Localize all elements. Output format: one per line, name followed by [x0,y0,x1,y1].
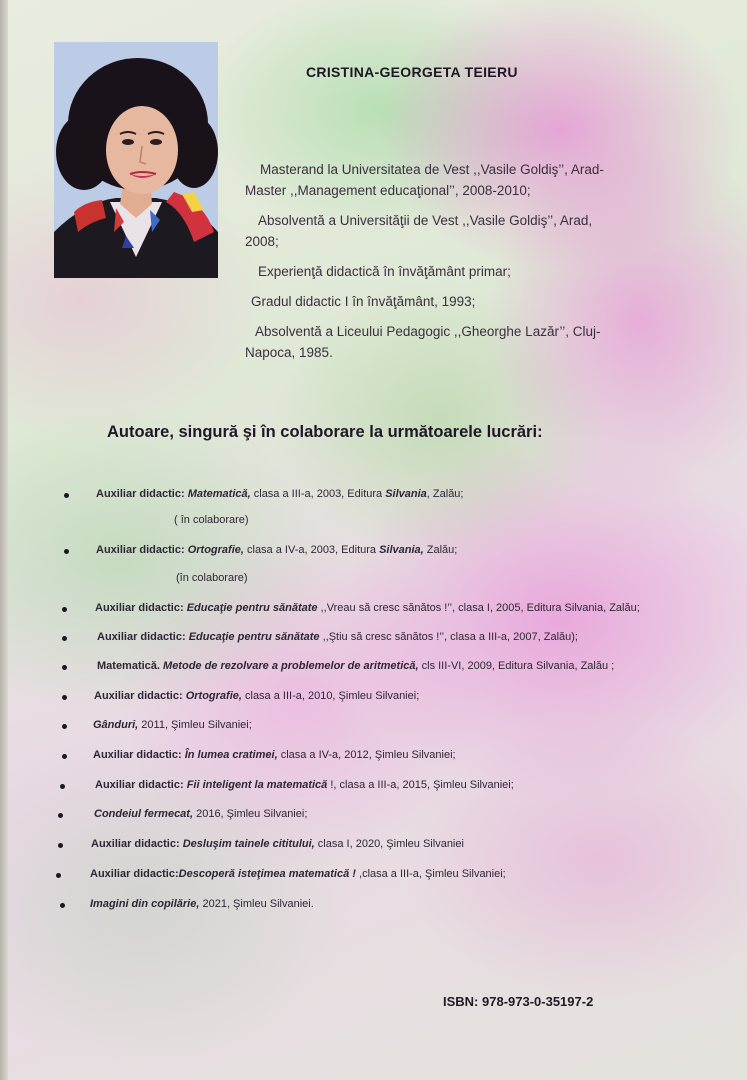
list-bullet [60,903,65,908]
list-item [90,898,314,910]
work-type: Auxiliar didactic: [90,868,179,880]
bio-line: Gradul didactic I în învăţământ, 1993; [251,294,476,309]
bio-line: Masterand la Universitatea de Vest ,,Vasile Goldiş’’, Arad- [260,162,604,177]
work-title: În lumea cratimei, [184,749,278,761]
collaboration-note: (în colaborare) [176,572,248,584]
bio-entry-degree [251,291,681,312]
list-item [94,690,419,702]
list-bullet [60,784,65,789]
work-type: Auxiliar didactic: [95,602,187,614]
list-bullet [62,665,67,670]
list-bullet [62,607,67,612]
work-title: Metode de rezolvare a problemelor de aritmetică, [163,660,419,672]
list-item [91,838,464,850]
work-place: Editura Silvania, Zalău; [523,602,640,614]
bio-entry-graduate [258,210,688,231]
list-bullet [64,549,69,554]
list-bullet [58,843,63,848]
bio-line: Absolventă a Liceului Pedagogic ,,Gheorghe Lazăr’’, Cluj- [255,324,601,339]
work-type: Auxiliar didactic: [96,488,188,500]
works-heading: Autoare, singură şi în colaborare la următoarele lucrări: [107,423,543,441]
work-title: Imagini din copilărie, [90,898,200,910]
bio-line-wrap [245,180,685,201]
work-title: Fii inteligent la matematică [186,779,328,791]
list-item [96,488,463,500]
work-place: 2009, Editura Silvania, Zalău ; [464,660,615,672]
work-publisher: Silvania, [379,544,424,556]
work-details: clasa a III-a, 2003, Editura [250,488,386,500]
bio-entry-master [256,159,686,180]
work-details: clasa I, 2020, Şimleu Silvaniei [314,838,464,850]
work-title: Ortografie, [185,690,242,702]
work-details: ,clasa a III-a, Şimleu Silvaniei; [355,868,506,880]
list-item [90,868,506,880]
list-bullet [62,695,67,700]
work-details: cls III-VI, [418,660,465,672]
bio-entry-highschool [255,321,685,342]
work-details: 2011, Şimleu Silvaniei; [138,719,252,731]
work-details: !, clasa a III-a, 2015, Şimleu Silvaniei; [327,779,514,791]
work-type: Auxiliar didactic: [93,749,185,761]
work-type: Auxiliar didactic: [96,544,188,556]
list-bullet [56,873,61,878]
work-publisher: Silvania [385,488,427,500]
work-place: Zalău; [423,544,458,556]
collaboration-note: ( în colaborare) [174,514,249,526]
bio-line-wrap [245,231,685,252]
work-title: Descoperă isteţimea matematică ! [178,868,356,880]
bio-line: Absolventă a Universităţii de Vest ,,Vasile Goldiş’’, Arad, [258,213,593,228]
page-edge [0,0,8,1080]
work-type: Auxiliar didactic: [91,838,183,850]
bio-line-wrap [245,342,685,363]
author-photo [54,42,218,278]
list-bullet [62,636,67,641]
list-bullet [62,754,67,759]
work-title: Educaţie pentru sănătate [186,602,318,614]
work-type: Auxiliar didactic: [94,690,186,702]
list-item [97,660,614,672]
list-bullet [62,724,67,729]
work-title: Ortografie, [187,544,244,556]
work-title: Educaţie pentru sănătate [188,631,320,643]
list-item [95,779,514,791]
work-place: , Zalău; [426,488,464,500]
list-item [95,602,640,614]
work-details: clasa a IV-a, 2003, Editura [243,544,380,556]
work-type: Matematică. [97,660,164,672]
list-item [93,749,456,761]
list-bullet [64,493,69,498]
list-item [97,631,578,643]
work-details: clasa a III-a, 2010, Şimleu Silvaniei; [241,690,420,702]
work-details: ,,Vreau să cresc sănătos !’’, clasa I, 2005, [317,602,524,614]
list-item [93,719,252,731]
work-details: 2016, Şimleu Silvaniei; [193,808,308,820]
list-item [94,808,307,820]
work-type: Auxiliar didactic: [97,631,189,643]
list-item [96,544,457,556]
work-title: Gânduri, [93,719,139,731]
work-details: 2021, Şimleu Silvaniei. [199,898,314,910]
bio-line: Experienţă didactică în învăţământ primar; [258,264,511,279]
author-name: CRISTINA-GEORGETA TEIERU [306,64,518,80]
work-title: Matematică, [187,488,251,500]
bio-line: Master ,,Management educaţional’’, 2008-2010; [245,183,531,198]
work-place: Zalău); [540,631,578,643]
work-details: ,,Ştiu să cresc sănătos !’’, clasa a III-a, 2007, [319,631,541,643]
list-bullet [58,813,63,818]
bio-line: Napoca, 1985. [245,345,333,360]
work-title: Condeiul fermecat, [94,808,194,820]
work-details: clasa a IV-a, 2012, Şimleu Silvaniei; [277,749,456,761]
work-type: Auxiliar didactic: [95,779,187,791]
bio-entry-experience [258,261,688,282]
work-title: Desluşim tainele cititului, [182,838,315,850]
bio-line: 2008; [245,234,279,249]
isbn: ISBN: 978-973-0-35197-2 [443,994,594,1009]
